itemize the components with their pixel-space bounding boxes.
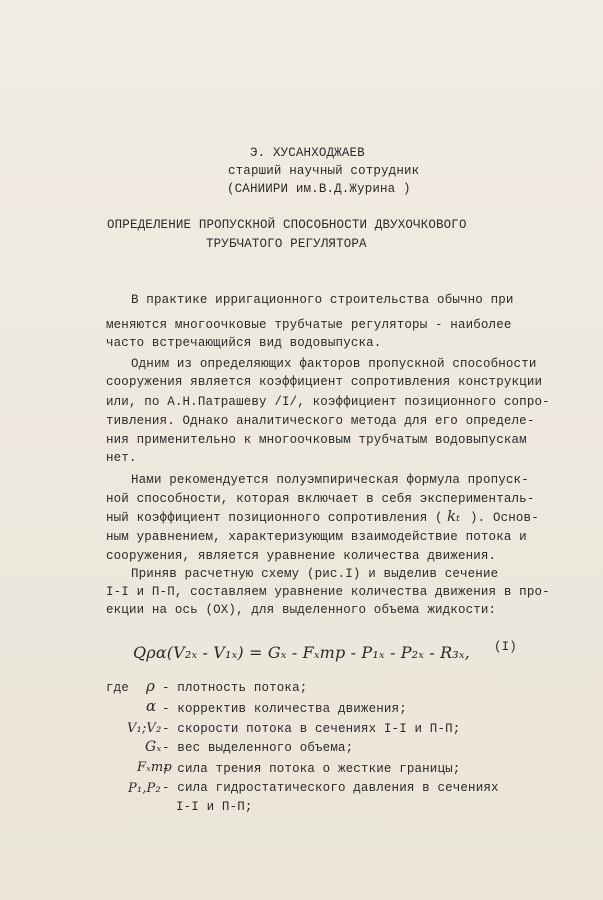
body-line-5: сооружения является коэффициент сопротивления конструкции	[106, 375, 543, 389]
legend-item-4: - вес выделенного объема;	[162, 741, 354, 755]
body-line-16: I-I и П-П, составляем уравнение количества движения в про-	[106, 585, 550, 599]
body-line-15: Приняв расчетную схему (рис.I) и выделив сечение	[131, 567, 499, 581]
body-line-12a: ный коэффициент позиционного сопротивления (	[106, 511, 443, 525]
legend-symbol-velocity-text: V₁;V₂	[127, 721, 162, 736]
legend-symbol-weight-text: Gₓ	[145, 739, 162, 755]
coefficient-symbol	[446, 507, 468, 527]
equation-number: (I)	[494, 640, 517, 654]
legend-item-6-continuation: I-I и П-П;	[176, 800, 253, 814]
body-line-6: или, по А.Н.Патрашеву /I/, коэффициент позиционного сопро-	[106, 395, 550, 409]
legend-where: где	[106, 681, 129, 695]
title-line-1: ОПРЕДЕЛЕНИЕ ПРОПУСКНОЙ СПОСОБНОСТИ ДВУХОЧКОВОГО	[107, 218, 467, 232]
equation-expression: Qρα(V₂ₓ - V₁ₓ) = Gₓ - Fₓтр - P₁ₓ - P₂ₓ - R₃ₓ,	[133, 643, 470, 662]
body-line-1: В практике ирригационного строительства обычно при	[131, 293, 514, 307]
body-line-2: меняются многоочковые трубчатые регуляторы - наиболее	[106, 318, 512, 332]
body-line-9: нет.	[106, 451, 137, 465]
legend-symbol-friction-text: Fₓтр	[137, 760, 172, 775]
legend-item-3: - скорости потока в сечениях I-I и П-П;	[162, 722, 461, 736]
legend-symbol-alpha-text: α	[146, 697, 157, 715]
body-line-12b: ). Основ-	[470, 511, 539, 525]
body-line-3: часто встречающийся вид водовыпуска.	[106, 336, 382, 350]
body-line-4: Одним из определяющих факторов пропускной способности	[131, 357, 537, 371]
legend-item-5: - сила трения потока о жесткие границы;	[162, 762, 461, 776]
body-line-14: сооружения, является уравнение количества движения.	[106, 549, 497, 563]
legend-item-6: - сила гидростатического давления в сечениях	[162, 781, 499, 795]
legend-symbol-rho-text: ρ	[146, 677, 155, 695]
legend-symbol-friction	[136, 757, 172, 777]
legend-item-2: - корректив количества движения;	[162, 702, 407, 716]
legend-item-1: - плотность потока;	[162, 681, 308, 695]
title-line-2: ТРУБЧАТОГО РЕГУЛЯТОРА	[206, 237, 367, 251]
body-line-10: Нами рекомендуется полуэмпирическая формула пропуск-	[131, 473, 529, 487]
legend-symbol-pressure-text: P₁,P₂	[128, 781, 161, 796]
author-affiliation: (САНИИРИ им.В.Д.Журина )	[227, 182, 411, 196]
author-position: старший научный сотрудник	[228, 164, 420, 178]
body-line-11: ной способности, которая включает в себя эксперименталь-	[106, 492, 535, 506]
legend-symbol-pressure	[127, 778, 165, 798]
body-line-13: ным уравнением, характеризующим взаимодействие потока и	[106, 530, 527, 544]
body-line-7: тивления. Однако аналитического метода для его определе-	[106, 414, 535, 428]
coefficient-symbol-text: kₜ	[447, 507, 461, 525]
equation-1	[133, 640, 470, 670]
legend-symbol-velocity	[126, 718, 164, 738]
body-line-8: ния применительно к многоочковым трубчатым водовыпускам	[106, 433, 527, 447]
author-name: Э. ХУСАНХОДЖАЕВ	[250, 146, 365, 160]
body-line-17: екции на ось (ОХ), для выделенного объема жидкости:	[106, 603, 497, 617]
